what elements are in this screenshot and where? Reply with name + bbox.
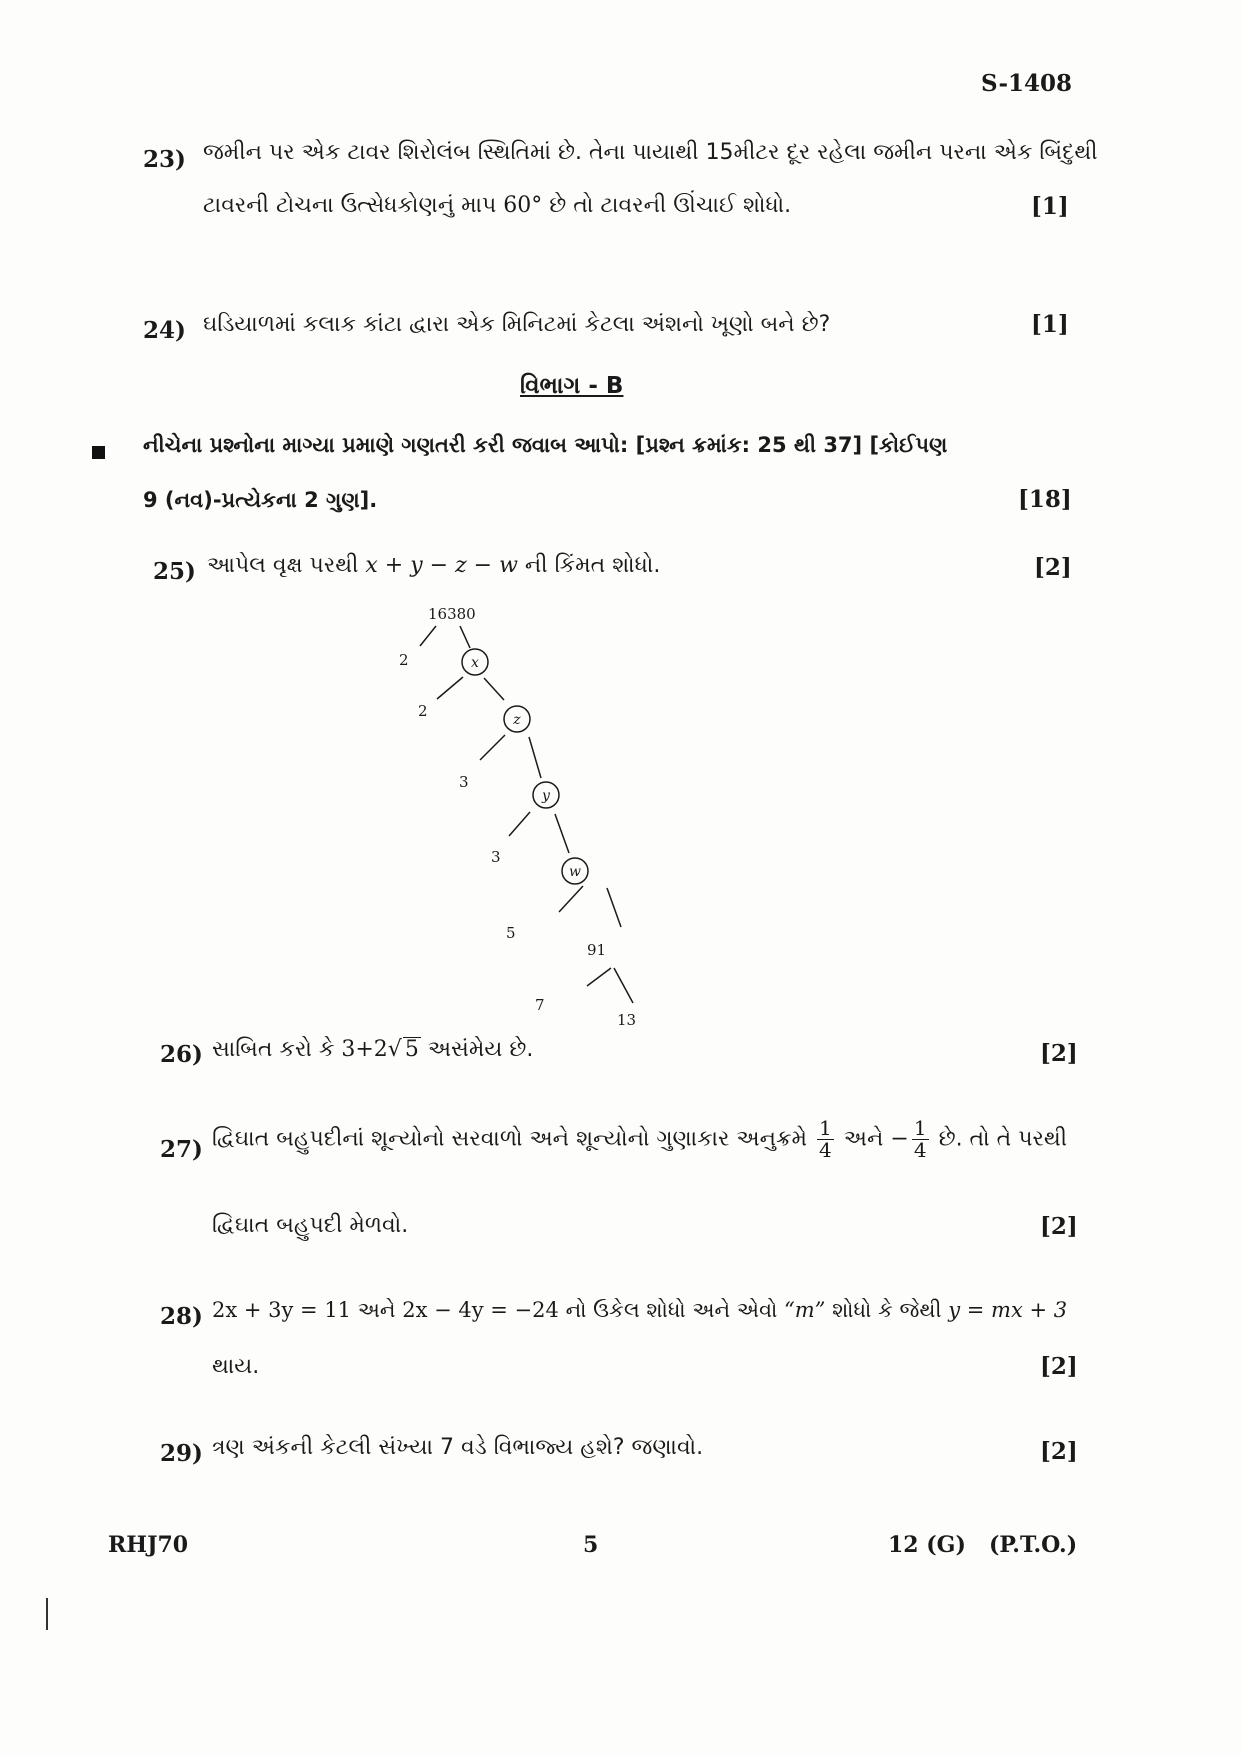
question-23-angle: 60° — [503, 193, 543, 218]
fraction-one-quarter — [817, 1118, 834, 1161]
tree-edge — [480, 735, 505, 760]
tree-factor: 5 — [506, 924, 516, 942]
fraction-minus-one-quarter — [912, 1118, 929, 1161]
question-27-text-b: અને — [843, 1126, 884, 1152]
question-25-text-b: ની કિંમત શોધો. — [524, 553, 661, 578]
paper-code: S-1408 — [981, 70, 1073, 97]
tree-factor: 3 — [459, 773, 469, 791]
tree-factor: 2 — [399, 651, 409, 669]
section-b-title: વિભાગ - B — [520, 373, 624, 399]
tree-edge — [460, 626, 470, 648]
question-28-text-c: શોધો કે જેથી — [832, 1298, 942, 1322]
tree-edge — [529, 737, 541, 778]
question-28-line1 — [212, 1298, 1067, 1323]
section-b-instruction-line1: નીચેના પ્રશ્નોના માગ્યા પ્રમાણે ગણતરી કરી જવાબ આપો: [પ્રશ્ન ક્રમાંક: 25 થી 37] [કોઈપણ — [143, 433, 948, 457]
question-26-marks: [2] — [1040, 1040, 1078, 1067]
tree-leaf-left: 7 — [535, 996, 545, 1014]
question-28-line2: થાય. — [212, 1354, 260, 1379]
question-27-marks: [2] — [1040, 1213, 1078, 1240]
tree-edge — [614, 968, 633, 1003]
question-25-expression: x + y − z − w — [365, 553, 518, 578]
question-27-line2: દ્વિઘાત બહુપદી મેળવો. — [212, 1213, 409, 1238]
question-29-marks: [2] — [1040, 1438, 1078, 1465]
question-26-text — [212, 1037, 533, 1062]
question-28-text-b: નો ઉકેલ શોધો અને એવો — [565, 1298, 778, 1322]
tree-edge — [555, 814, 569, 853]
question-29-text: ત્રણ અંકની કેટલી સંખ્યા 7 વડે વિભાજ્ય હશે? જણાવો. — [212, 1435, 704, 1460]
question-28-equation-1: 2x + 3y = 11 — [212, 1298, 352, 1322]
question-24-marks: [1] — [1031, 311, 1069, 338]
tree-edge — [484, 678, 504, 700]
fraction-numerator: 1 — [913, 1116, 927, 1140]
tree-edge — [420, 626, 436, 646]
question-23-text-b: છે તો ટાવરની ઊંચાઈ શોધો. — [549, 193, 792, 218]
tree-leaf-parent: 91 — [587, 941, 607, 959]
question-29-number: 29) — [160, 1440, 203, 1467]
question-23-text-a: ટાવરની ટોચના ઉત્સેધકોણનું માપ — [203, 193, 497, 218]
question-27-number: 27) — [160, 1136, 203, 1163]
footer-code: RHJ70 — [108, 1532, 189, 1558]
question-24-text: ઘડિયાળમાં કલાક કાંટા દ્વારા એક મિનિટમાં કેટલા અંશનો ખૂણો બને છે? — [203, 312, 831, 337]
question-26-expression-prefix: 3+2 — [341, 1037, 388, 1062]
minus-sign: − — [890, 1126, 909, 1152]
tree-edge — [607, 888, 621, 927]
fraction-denominator: 4 — [819, 1138, 832, 1162]
question-28-equation-3: y = mx + 3 — [948, 1298, 1068, 1322]
question-25-marks: [2] — [1034, 554, 1072, 581]
section-b-marks: [18] — [1018, 486, 1072, 513]
question-26-expression: 3+2√ 5 — [341, 1037, 419, 1062]
question-25-text-a: આપેલ વૃક્ષ પરથી — [207, 553, 359, 578]
tree-edge — [587, 968, 611, 986]
footer-medium: 12 (G) — [888, 1532, 966, 1558]
tree-root: 16380 — [428, 605, 476, 623]
scan-edge-line — [46, 1598, 48, 1630]
page-number: 5 — [583, 1532, 599, 1558]
question-26-text-a: સાબિત કરો કે — [212, 1037, 335, 1062]
question-28-m: “m” — [784, 1298, 826, 1322]
question-23-line1: જમીન પર એક ટાવર શિરોલંબ સ્થિતિમાં છે. તેના પાયાથી 15મીટર દૂર રહેલા જમીન પરના એક બિંદુથી — [203, 140, 1098, 165]
question-28-marks: [2] — [1040, 1353, 1078, 1380]
section-b-instruction-line2: 9 (નવ)-પ્રત્યેકના 2 ગુણ]. — [143, 488, 378, 512]
question-28-equation-2: 2x − 4y = −24 — [402, 1298, 559, 1322]
tree-leaf-right: 13 — [617, 1011, 637, 1029]
question-24-number: 24) — [143, 317, 186, 344]
footer-pto: (P.T.O.) — [989, 1532, 1078, 1558]
question-27-text-a: દ્વિઘાત બહુપદીનાં શૂન્યોનો સરવાળો અને શૂન્યોનો ગુણાકાર અનુક્રમે — [212, 1126, 808, 1152]
question-28-text-a: અને — [357, 1298, 396, 1322]
tree-edge — [509, 812, 530, 836]
question-23-marks: [1] — [1031, 193, 1069, 220]
tree-node-y: y — [542, 788, 550, 804]
question-25-number: 25) — [153, 558, 196, 585]
question-27-line1 — [212, 1118, 1067, 1161]
question-28-number: 28) — [160, 1303, 203, 1330]
tree-factor: 3 — [491, 848, 501, 866]
question-23-number: 23) — [143, 146, 186, 173]
fraction-denominator: 4 — [913, 1138, 927, 1162]
question-26-text-b: અસંમેય છે. — [427, 1037, 534, 1062]
tree-edge — [559, 886, 583, 912]
question-26-radicand: 5 — [404, 1037, 419, 1062]
tree-edge — [437, 677, 463, 699]
question-26-number: 26) — [160, 1041, 203, 1068]
tree-node-z: z — [513, 712, 521, 728]
tree-factor: 2 — [418, 702, 428, 720]
tree-node-x: x — [471, 655, 479, 671]
question-27-text-c: છે. તો તે પરથી — [938, 1126, 1068, 1152]
fraction-numerator: 1 — [819, 1116, 832, 1140]
tree-node-w: w — [569, 864, 581, 880]
